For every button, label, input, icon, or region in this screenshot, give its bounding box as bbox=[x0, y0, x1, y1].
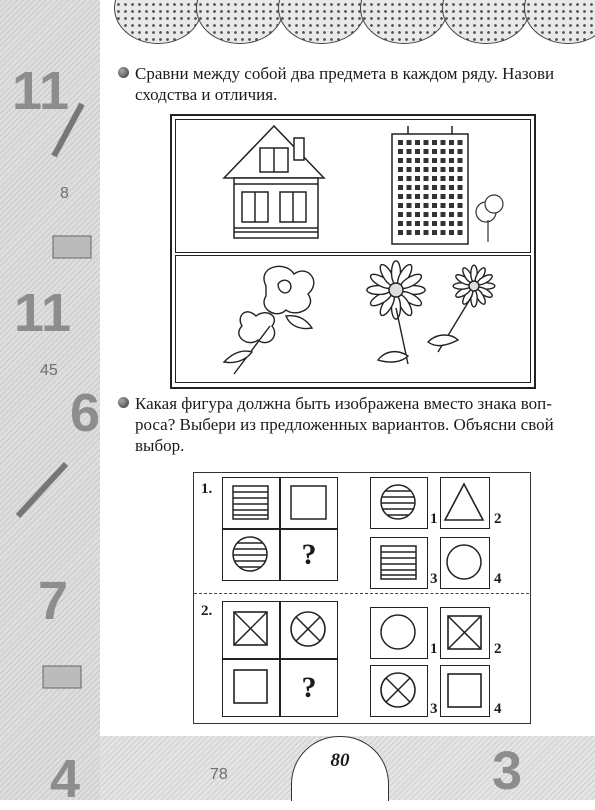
puzzle-1-cell-striped-square bbox=[222, 477, 280, 529]
margin-number: 78 bbox=[210, 766, 228, 783]
margin-number: 4 bbox=[50, 749, 81, 809]
page-number: 80 bbox=[330, 750, 350, 771]
puzzle-2-option-1-plain-circle[interactable] bbox=[370, 607, 428, 659]
task-2-line: роса? Выбери из предложенных вариантов. Объясни свой bbox=[135, 415, 554, 434]
task-2-instructions bbox=[118, 393, 554, 456]
comparison-picture bbox=[170, 114, 536, 389]
puzzle-2-cell-crossed-circle bbox=[280, 601, 338, 659]
puzzle-2-question-mark: ? bbox=[280, 659, 338, 717]
puzzle-divider bbox=[194, 593, 529, 594]
puzzle-1-label: 1. bbox=[201, 481, 213, 497]
task-1-line: сходства и отличия. bbox=[135, 85, 278, 104]
puzzle-1-option-2-number: 2 bbox=[494, 511, 502, 527]
house-and-building-illustration bbox=[176, 120, 529, 251]
puzzle-2-option-1-number: 1 bbox=[430, 641, 438, 657]
margin-number: 3 bbox=[492, 741, 523, 801]
puzzle-2-option-4-number: 4 bbox=[494, 701, 502, 717]
puzzle-1-cell-plain-square bbox=[280, 477, 338, 529]
comparison-row-flowers bbox=[175, 255, 531, 383]
puzzle-2-option-4-plain-square[interactable] bbox=[440, 665, 490, 717]
decorative-margin bbox=[0, 0, 101, 809]
margin-number: 8 bbox=[60, 185, 69, 202]
task-2-line: выбор. bbox=[135, 436, 185, 455]
margin-number: 7 bbox=[38, 571, 69, 631]
puzzle-1-option-3-number: 3 bbox=[430, 571, 438, 587]
task-2-line: Какая фигура должна быть изображена вместо знака воп- bbox=[135, 394, 552, 413]
book-icon bbox=[40, 660, 86, 694]
margin-number: 11 bbox=[14, 283, 72, 343]
puzzle-2-label: 2. bbox=[201, 603, 213, 619]
puzzle-2-cell-plain-square bbox=[222, 659, 280, 717]
puzzle-1-question-mark: ? bbox=[280, 529, 338, 581]
book-icon bbox=[50, 230, 96, 264]
puzzle-1-option-2-triangle[interactable] bbox=[440, 477, 490, 529]
task-1-instructions bbox=[118, 63, 554, 105]
puzzle-2-option-3-crossed-circle[interactable] bbox=[370, 665, 428, 717]
puzzle-1-option-4-plain-circle[interactable] bbox=[440, 537, 490, 589]
comparison-row-buildings bbox=[175, 119, 531, 253]
decorative-header bbox=[100, 0, 595, 46]
puzzle-2-cell-crossed-square bbox=[222, 601, 280, 659]
puzzle-1-cell-striped-circle bbox=[222, 529, 280, 581]
margin-number: 45 bbox=[40, 362, 58, 379]
task-1-line: Сравни между собой два предмета в каждом ряду. Назови bbox=[135, 64, 555, 83]
bullet-icon bbox=[118, 397, 129, 408]
puzzle-panel bbox=[193, 472, 531, 724]
margin-number: 11 bbox=[12, 61, 70, 121]
rose-and-daisy-illustration bbox=[176, 256, 529, 381]
puzzle-1-option-1-striped-circle[interactable] bbox=[370, 477, 428, 529]
puzzle-1-option-4-number: 4 bbox=[494, 571, 502, 587]
puzzle-2-option-2-number: 2 bbox=[494, 641, 502, 657]
bullet-icon bbox=[118, 67, 129, 78]
puzzle-1-option-3-striped-square[interactable] bbox=[370, 537, 428, 589]
puzzle-1-option-1-number: 1 bbox=[430, 511, 438, 527]
pencil-icon bbox=[48, 100, 88, 160]
puzzle-2-option-2-crossed-square[interactable] bbox=[440, 607, 490, 659]
puzzle-2-option-3-number: 3 bbox=[430, 701, 438, 717]
pencil-icon bbox=[10, 460, 70, 520]
margin-number: 6 bbox=[70, 383, 101, 443]
